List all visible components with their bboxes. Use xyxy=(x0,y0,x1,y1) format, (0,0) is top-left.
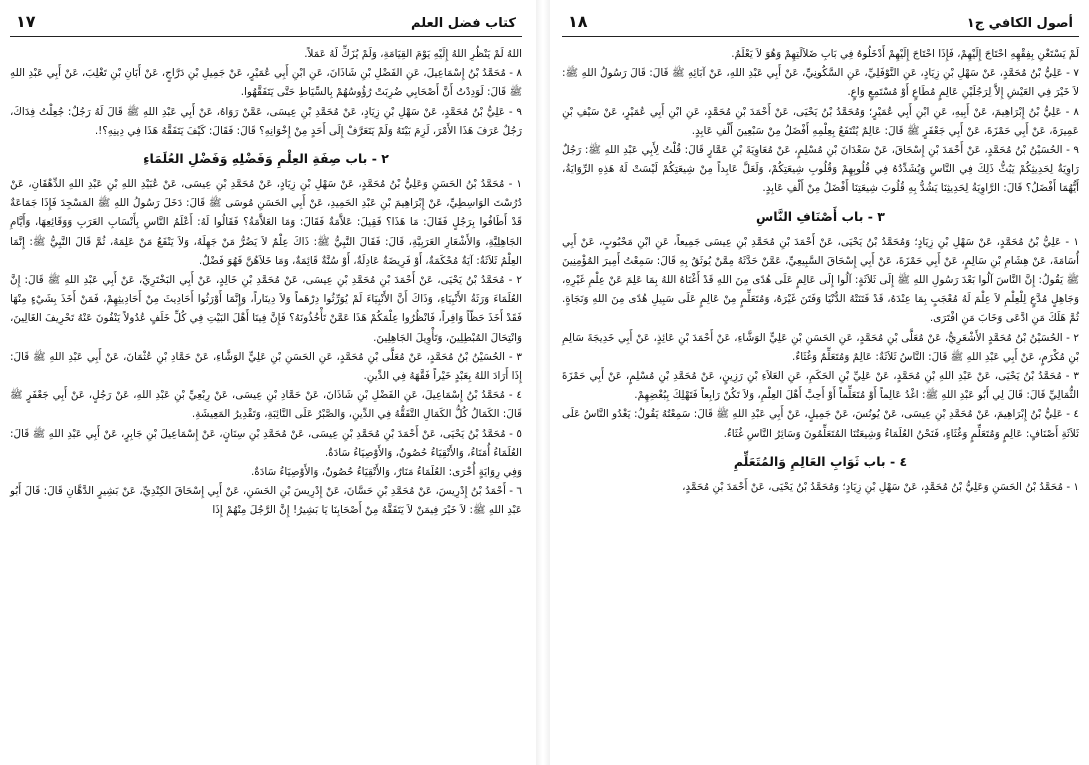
right-running-head xyxy=(562,8,1079,37)
hadith-paragraph: ٩ - الحُسَيْنُ بْنُ مُحَمَّدٍ، عَنْ أَحْمَدَ بْنِ إِسْحَاقَ، عَنْ سَعْدَانَ بْنِ مُسْلِمٍ، عَنْ مُعَاوِيَةَ بْنِ عَمَّارٍ قَالَ: قُلْتُ لِأَبِي عَبْدِ اللهِ ﷺ: رَجُلٌ رَاوِيَةٌ لِحَدِيثِكُمْ يَبُثُّ ذَلِكَ فِي النَّاسِ وَيُشَدِّدُهُ فِي قُلُوبِهِمْ وَقُلُوبِ شِيعَتِكُمْ، وَلَعَلَّ عَابِداً مِنْ شِيعَتِكُمْ لَيْسَتْ لَهُ هَذِهِ الرِّوَايَةُ، أَيُّهُمَا أَفْضَلُ؟ قَالَ: الرَّاوِيَةُ لِحَدِيثِنَا يَشُدُّ بِهِ قُلُوبَ شِيعَتِنَا أَفْضَلُ مِنْ أَلْفِ عَابِدٍ. xyxy=(562,144,1079,195)
chapter-heading: ٢ - باب صِفَةِ العِلْمِ وَفَضْلِهِ وَفَضْلِ العُلَمَاءِ xyxy=(143,151,389,167)
hadith-paragraph: ٨ - عَلِيُّ بْنُ إِبْرَاهِيمَ، عَنْ أَبِيهِ، عَنِ ابْنِ أَبِي عُمَيْرٍ؛ وَمُحَمَّدُ بْنُ يَحْيَى، عَنْ أَحْمَدَ بْنِ مُحَمَّدٍ، عَنِ ابْنِ أَبِي عُمَيْرٍ، عَنْ سَيْفِ بْنِ عَمِيرَةَ، عَنْ أَبِي حَمْزَةَ، عَنْ أَبِي جَعْفَرٍ ﷺ قَالَ: عَالِمٌ يُنْتَفَعُ بِعِلْمِهِ أَفْضَلُ مِنْ سَبْعِينَ أَلْفِ عَابِدٍ. xyxy=(562,105,1079,137)
left-page-number: ١٧ xyxy=(16,12,36,31)
chapter-heading: ٣ - باب أَصْنَافِ النَّاسِ xyxy=(756,208,885,224)
hadith-paragraph: ٥ - مُحَمَّدُ بْنُ يَحْيَى، عَنْ أَحْمَدَ بْنِ مُحَمَّدِ بْنِ عِيسَى، عَنْ مُحَمَّدِ بْنِ سِنَانٍ، عَنْ إِسْمَاعِيلَ بْنِ جَابِرٍ، عَنْ أَبِي عَبْدِ اللهِ ﷺ قَالَ: العُلَمَاءُ أُمَنَاءُ، وَالأَتْقِيَاءُ حُصُونٌ، وَالأَوْصِيَاءُ سَادَةٌ. xyxy=(10,427,522,459)
hadith-paragraph: لَمْ يَسْتَغْنِ بِفِقْهِهِ احْتَاجَ إِلَيْهِمْ، فَإِذَا احْتَاجَ إِلَيْهِمْ أَدْخَلُوهُ فِي بَابِ ضَلاَلَتِهِمْ وَهُوَ لاَ يَعْلَمُ. xyxy=(731,48,1079,60)
right-running-title: أصول الكافي ج١ xyxy=(966,16,1073,31)
hadith-paragraph: ١ - مُحَمَّدُ بْنُ الحَسَنِ وَعَلِيُّ بْنُ مُحَمَّدٍ، عَنْ سَهْلِ بْنِ زِيَادٍ؛ وَمُحَمَّدُ بْنُ يَحْيَى، عَنْ أَحْمَدَ بْنِ مُحَمَّدٍ، xyxy=(682,480,1079,493)
right-page xyxy=(550,0,1089,765)
hadith-paragraph: ٤ - عَلِيُّ بْنُ إِبْرَاهِيمَ، عَنْ مُحَمَّدِ بْنِ عِيسَى، عَنْ يُونُسَ، عَنْ جَمِيلٍ، عَنْ أَبِي عَبْدِ اللهِ ﷺ قَالَ: سَمِعْتُهُ يَقُولُ: يَغْدُو النَّاسُ عَلَى ثَلاَثَةِ أَصْنَافٍ: عَالِمٍ وَمُتَعَلِّمٍ وَغُثَاءٍ، فَنَحْنُ العُلَمَاءُ وَشِيعَتُنَا المُتَعَلِّمُونَ وَسَائِرُ النَّاسِ غُثَاءٌ. xyxy=(562,408,1079,440)
left-page-body xyxy=(10,45,522,521)
hadith-paragraph: ٧ - عَلِيُّ بْنُ مُحَمَّدٍ، عَنْ سَهْلِ بْنِ زِيَادٍ، عَنِ النَّوْفَلِيِّ، عَنِ السَّكُونِيِّ، عَنْ أَبِي عَبْدِ اللهِ، عَنْ آبَائِهِ ﷺ قَالَ: قَالَ رَسُولُ اللهِ ﷺ: لاَ خَيْرَ فِي العَيْشِ إِلاَّ لِرَجُلَيْنِ عَالِمٍ مُطَاعٍ أَوْ مُسْتَمِعٍ وَاعٍ. xyxy=(562,67,1079,99)
chapter-heading: ٤ - باب ثَوَابِ العَالِمِ وَالمُتَعَلِّمِ xyxy=(733,453,908,469)
left-running-title: كتاب فضل العلم xyxy=(411,16,516,31)
hadith-paragraph: وَفِي رِوَايَةٍ أُخْرَى: العُلَمَاءُ مَنَارٌ، وَالأَتْقِيَاءُ حُصُونٌ، وَالأَوْصِيَاءُ سَادَةٌ. xyxy=(251,466,522,479)
hadith-paragraph: ٩ - عَلِيُّ بْنُ مُحَمَّدٍ، عَنْ سَهْلِ بْنِ زِيَادٍ، عَنْ مُحَمَّدِ بْنِ عِيسَى، عَمَّنْ رَوَاهُ، عَنْ أَبِي عَبْدِ اللهِ ﷺ قَالَ لَهُ رَجُلٌ: جُعِلْتُ فِدَاكَ، رَجُلٌ عَرَفَ هَذَا الأَمْرَ، لَزِمَ بَيْتَهُ وَلَمْ يَتَعَرَّفْ إِلَى أَحَدٍ مِنْ إِخْوَانِهِ؟ قَالَ: فَقَالَ: كَيْفَ يَتَفَقَّهُ هَذَا فِي دِينِهِ؟!. xyxy=(10,105,522,137)
right-page-body xyxy=(562,45,1079,497)
hadith-paragraph: ٦ - أَحْمَدُ بْنُ إِدْرِيسَ، عَنْ مُحَمَّدِ بْنِ حَسَّانَ، عَنْ إِدْرِيسَ بْنِ الحَسَنِ، عَنْ أَبِي إِسْحَاقَ الكِنْدِيِّ، عَنْ بَشِيرٍ الدَّهَّانِ قَالَ: قَالَ أَبُو عَبْدِ اللهِ ﷺ: لاَ خَيْرَ فِيمَنْ لاَ يَتَفَقَّهُ مِنْ أَصْحَابِنَا يَا بَشِيرُ! إِنَّ الرَّجُلَ مِنْهُمْ إِذَا xyxy=(10,485,522,517)
right-page-number: ١٨ xyxy=(568,12,588,31)
hadith-paragraph: ٣ - مُحَمَّدُ بْنُ يَحْيَى، عَنْ عَبْدِ اللهِ بْنِ مُحَمَّدٍ، عَنْ عَلِيِّ بْنِ الحَكَمِ، عَنِ العَلاَءِ بْنِ رَزِينٍ، عَنْ مُحَمَّدِ بْنِ مُسْلِمٍ، عَنْ أَبِي حَمْزَةَ الثُّمَالِيِّ قَالَ: قَالَ لِي أَبُو عَبْدِ اللهِ ﷺ: اغْدُ عَالِماً أَوْ مُتَعَلِّماً أَوْ أَحِبَّ أَهْلَ العِلْمِ، وَلاَ تَكُنْ رَابِعاً فَتَهْلِكَ بِبُغْضِهِمْ. xyxy=(562,370,1079,402)
hadith-paragraph: ٨ - مُحَمَّدُ بْنُ إِسْمَاعِيلَ، عَنِ الفَضْلِ بْنِ شَاذَانَ، عَنِ ابْنِ أَبِي عُمَيْرٍ، عَنْ جَمِيلِ بْنِ دَرَّاجٍ، عَنْ أَبَانِ بْنِ تَغْلِبَ، عَنْ أَبِي عَبْدِ اللهِ ﷺ قَالَ: لَوَدِدْتُ أَنَّ أَصْحَابِي ضُرِبَتْ رُؤُوسُهُمْ بِالسِّيَاطِ حَتَّى يَتَفَقَّهُوا. xyxy=(10,67,522,99)
hadith-paragraph: ٣ - الحُسَيْنُ بْنُ مُحَمَّدٍ، عَنْ مُعَلَّى بْنِ مُحَمَّدٍ، عَنِ الحَسَنِ بْنِ عَلِيٍّ الوَشَّاءِ، عَنْ حَمَّادِ بْنِ عُثْمَانَ، عَنْ أَبِي عَبْدِ اللهِ ﷺ قَالَ: إِذَا أَرَادَ اللهُ بِعَبْدٍ خَيْراً فَقَّهَهُ فِي الدِّينِ. xyxy=(10,350,522,383)
hadith-paragraph: ٤ - مُحَمَّدُ بْنُ إِسْمَاعِيلَ، عَنِ الفَضْلِ بْنِ شَاذَانَ، عَنْ حَمَّادِ بْنِ عِيسَى، عَنْ رِبْعِيِّ بْنِ عَبْدِ اللهِ، عَنْ رَجُلٍ، عَنْ أَبِي جَعْفَرٍ ﷺ قَالَ: الكَمَالُ كُلُّ الكَمَالِ التَّفَقُّهُ فِي الدِّينِ، وَالصَّبْرُ عَلَى النَّائِبَةِ، وَتَقْدِيرُ المَعِيشَةِ. xyxy=(10,389,522,421)
hadith-paragraph: ٢ - مُحَمَّدُ بْنُ يَحْيَى، عَنْ أَحْمَدَ بْنِ مُحَمَّدِ بْنِ عِيسَى، عَنْ مُحَمَّدِ بْنِ خَالِدٍ، عَنْ أَبِي البَخْتَرِيِّ، عَنْ أَبِي عَبْدِ اللهِ ﷺ قَالَ: إِنَّ العُلَمَاءَ وَرَثَةُ الأَنْبِيَاءِ، وَذَاكَ أَنَّ الأَنْبِيَاءَ لَمْ يُوَرِّثُوا دِرْهَماً وَلاَ دِينَاراً، وَإِنَّمَا أَوْرَثُوا أَحَادِيثَ مِنْ أَحَادِيثِهِمْ، فَمَنْ أَخَذَ بِشَيْءٍ مِنْهَا فَقَدْ أَخَذَ حَظّاً وَافِراً، فَانْظُرُوا عِلْمَكُمْ هَذَا عَمَّنْ تَأْخُذُونَهُ؟ فَإِنَّ فِينَا أَهْلَ البَيْتِ فِي كُلِّ خَلَفٍ عُدُولاً يَنْفُونَ عَنْهُ تَحْرِيفَ الغَالِينَ، وَانْتِحَالَ المُبْطِلِينَ، وَتَأْوِيلَ الجَاهِلِينَ. xyxy=(10,274,522,344)
hadith-paragraph: ١ - عَلِيُّ بْنُ مُحَمَّدٍ، عَنْ سَهْلِ بْنِ زِيَادٍ؛ وَمُحَمَّدُ بْنُ يَحْيَى، عَنْ أَحْمَدَ بْنِ مُحَمَّدِ بْنِ عِيسَى جَمِيعاً، عَنِ ابْنِ مَحْبُوبٍ، عَنْ أَبِي أُسَامَةَ، عَنْ هِشَامِ بْنِ سَالِمٍ، عَنْ أَبِي حَمْزَةَ، عَنْ أَبِي إِسْحَاقَ السَّبِيعِيِّ، عَمَّنْ حَدَّثَهُ مِمَّنْ يُوثَقُ بِهِ قَالَ: سَمِعْتُ أَمِيرَ المُؤْمِنِينَ ﷺ يَقُولُ: إِنَّ النَّاسَ آلُوا بَعْدَ رَسُولِ اللهِ ﷺ إِلَى ثَلاَثَةٍ: آلُوا إِلَى عَالِمٍ عَلَى هُدًى مِنَ اللهِ قَدْ أَغْنَاهُ اللهُ بِمَا عَلِمَ عَنْ عِلْمِ غَيْرِهِ، وَجَاهِلٍ مُدَّعٍ لِلْعِلْمِ لاَ عِلْمَ لَهُ مُعْجَبٍ بِمَا عِنْدَهُ، قَدْ فَتَنَتْهُ الدُّنْيَا وَفَتَنَ غَيْرَهُ، وَمُتَعَلِّمٍ مِنْ عَالِمٍ عَلَى سَبِيلِ هُدًى مِنَ اللهِ وَنَجَاةٍ. ثُمَّ هَلَكَ مَنِ ادَّعَى وَخَابَ مَنِ افْتَرَى. xyxy=(562,235,1079,325)
left-page xyxy=(0,0,536,765)
book-gutter xyxy=(536,0,550,765)
hadith-paragraph: ١ - مُحَمَّدُ بْنُ الحَسَنِ وَعَلِيُّ بْنُ مُحَمَّدٍ، عَنْ سَهْلِ بْنِ زِيَادٍ، عَنْ مُحَمَّدِ بْنِ عِيسَى، عَنْ عُبَيْدِ اللهِ بْنِ عَبْدِ اللهِ الدِّهْقَانِ، عَنْ دُرُسْتَ الوَاسِطِيِّ، عَنْ إِبْرَاهِيمَ بْنِ عَبْدِ الحَمِيدِ، عَنْ أَبِي الحَسَنِ مُوسَى ﷺ قَالَ: دَخَلَ رَسُولُ اللهِ ﷺ المَسْجِدَ فَإِذَا جَمَاعَةٌ قَدْ أَطَافُوا بِرَجُلٍ فَقَالَ: مَا هَذَا؟ فَقِيلَ: عَلاَّمَةٌ فَقَالَ: وَمَا العَلاَّمَةُ؟ فَقَالُوا لَهُ: أَعْلَمُ النَّاسِ بِأَنْسَابِ العَرَبِ وَوَقَائِعِهَا، وَأَيَّامِ الجَاهِلِيَّةِ، وَالأَشْعَارِ العَرَبِيَّةِ، قَالَ: فَقَالَ النَّبِيُّ ﷺ: ذَاكَ عِلْمٌ لاَ يَضُرُّ مَنْ جَهِلَهُ، وَلاَ يَنْفَعُ مَنْ عَلِمَهُ، ثُمَّ قَالَ النَّبِيُّ ﷺ: إِنَّمَا العِلْمُ ثَلاَثَةٌ: آيَةٌ مُحْكَمَةٌ، أَوْ فَرِيضَةٌ عَادِلَةٌ، أَوْ سُنَّةٌ قَائِمَةٌ، وَمَا خَلاَهُنَّ فَهُوَ فَضْلٌ. xyxy=(10,178,522,267)
hadith-paragraph: اللهُ لَمْ يَنْظُرِ اللهُ إِلَيْهِ يَوْمَ القِيَامَةِ، وَلَمْ يُزَكِّ لَهُ عَمَلاً. xyxy=(304,48,522,60)
left-running-head xyxy=(10,8,522,37)
hadith-paragraph: ٢ - الحُسَيْنُ بْنُ مُحَمَّدٍ الأَشْعَرِيُّ، عَنْ مُعَلَّى بْنِ مُحَمَّدٍ، عَنِ الحَسَنِ بْنِ عَلِيٍّ الوَشَّاءِ، عَنْ أَحْمَدَ بْنِ عَائِذٍ، عَنْ أَبِي خَدِيجَةَ سَالِمِ بْنِ مُكْرَمٍ، عَنْ أَبِي عَبْدِ اللهِ ﷺ قَالَ: النَّاسُ ثَلاَثَةٌ: عَالِمٌ وَمُتَعَلِّمٌ وَغُثَاءٌ. xyxy=(562,331,1079,363)
